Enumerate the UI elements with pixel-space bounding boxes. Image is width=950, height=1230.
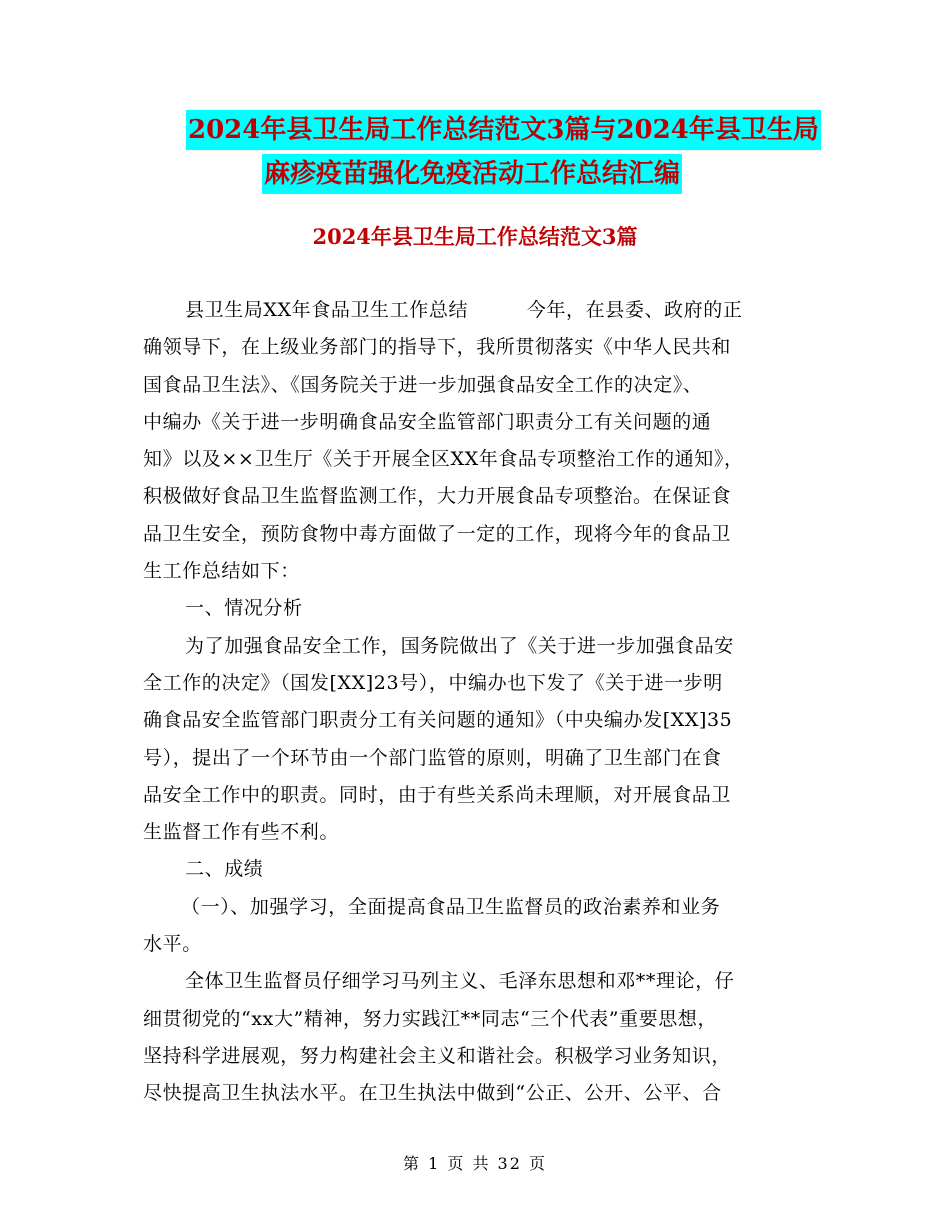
- body-line: 全体卫生监督员仔细学习马列主义、毛泽东思想和邓**理论，仔: [185, 970, 735, 993]
- body-line: 生工作总结如下：: [143, 560, 300, 583]
- body-line: 尽快提高卫生执法水平。在卫生执法中做到“公正、公开、公平、合: [143, 1082, 722, 1105]
- section-heading: 二、成绩: [185, 858, 264, 881]
- section-heading: 一、情况分析: [185, 597, 303, 620]
- body-line: 号），提出了一个环节由一个部门监管的原则，明确了卫生部门在食: [143, 746, 722, 769]
- body-line: 积极做好食品卫生监督监测工作，大力开展食品专项整治。在保证食: [143, 485, 732, 508]
- body-line: 坚持科学进展观，努力构建社会主义和谐社会。积极学习业务知识，: [143, 1044, 732, 1067]
- document-title-line-2: 麻疹疫苗强化免疫活动工作总结汇编: [262, 154, 682, 194]
- page-number: 第 1 页 共 32 页: [403, 1154, 547, 1173]
- body-line: 细贯彻党的“xx大”精神，努力实践江**同志“三个代表”重要思想，: [143, 1007, 718, 1030]
- body-line: 国食品卫生法》、《国务院关于进一步加强食品安全工作的决定》、: [143, 373, 703, 396]
- body-line: 水平。: [143, 933, 202, 956]
- body-line: 生监督工作有些不利。: [143, 821, 340, 844]
- body-line: 品安全工作中的职责。同时，由于有些关系尚未理顺，对开展食品卫: [143, 783, 732, 806]
- document-body: [143, 292, 813, 1113]
- body-line: 品卫生安全，预防食物中毒方面做了一定的工作，现将今年的食品卫: [143, 522, 732, 545]
- body-line: 县卫生局XX年食品卫生工作总结 今年，在县委、政府的正: [185, 299, 743, 321]
- body-line: 确食品安全监管部门职责分工有关问题的通知》（中央编办发[XX]35: [143, 709, 733, 732]
- body-line: 中编办《关于进一步明确食品安全监管部门职责分工有关问题的通: [143, 410, 712, 433]
- body-line: 全工作的决定》（国发[XX]23号），中编办也下发了《关于进一步明: [143, 671, 723, 694]
- body-line: 为了加强食品安全工作，国务院做出了《关于进一步加强食品安: [185, 634, 734, 657]
- subsection-heading: （一）、加强学习，全面提高食品卫生监督员的政治素养和业务: [181, 895, 721, 918]
- document-title-line-1: 2024年县卫生局工作总结范文3篇与2024年县卫生局: [186, 110, 821, 150]
- body-line: 知》以及××卫生厅《关于开展全区XX年食品专项整治工作的通知》，: [143, 448, 744, 471]
- body-line: 确领导下，在上级业务部门的指导下，我所贯彻落实《中华人民共和: [143, 336, 732, 359]
- section-subtitle: 2024年县卫生局工作总结范文3篇: [312, 224, 638, 249]
